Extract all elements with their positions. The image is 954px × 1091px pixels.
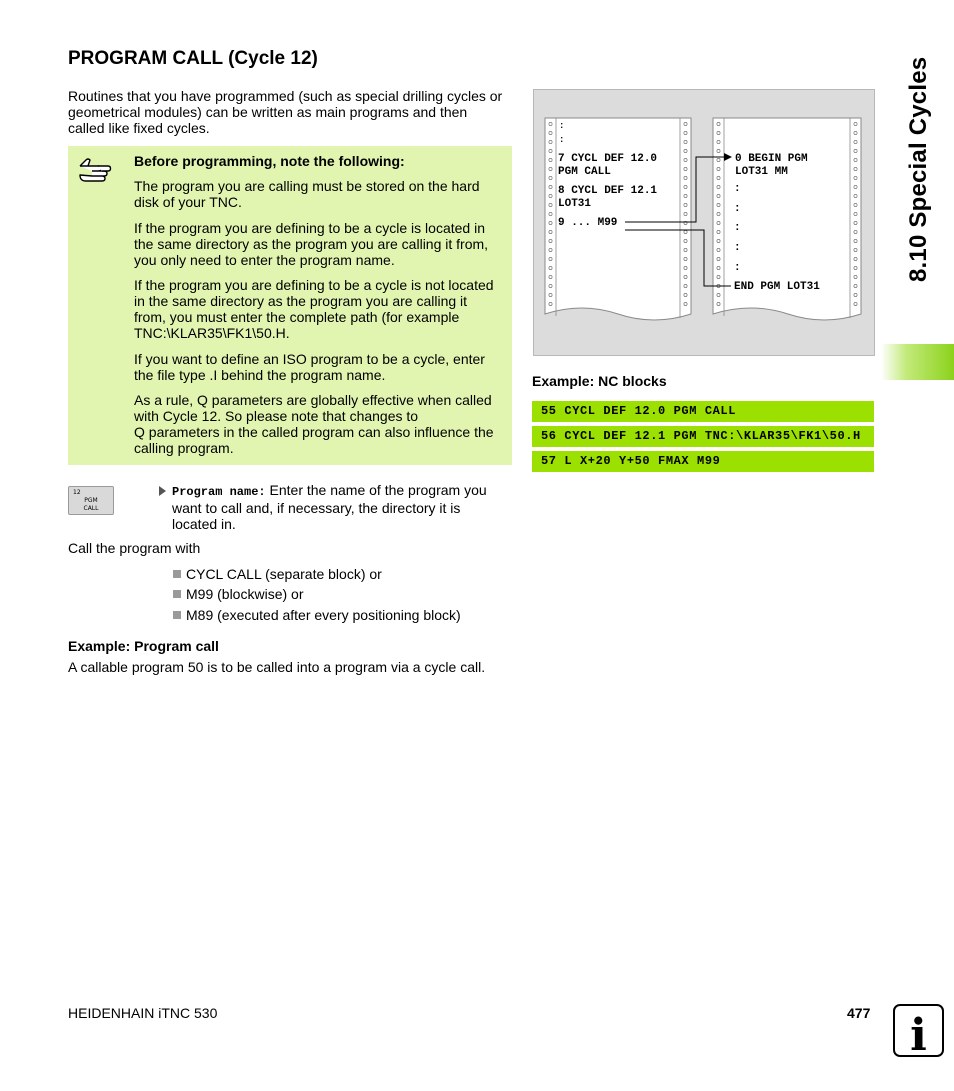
program-sheets-diagram	[534, 90, 876, 357]
perforation-hole	[684, 248, 687, 251]
perforation-hole	[549, 275, 552, 278]
pgm-call-softkey[interactable]	[68, 486, 114, 515]
note-line: If the program you are defining to be a cycle is located in	[134, 220, 485, 236]
perforation-hole	[549, 212, 552, 215]
perforation-hole	[717, 230, 720, 233]
perforation-hole	[717, 275, 720, 278]
program-name-line	[172, 482, 512, 500]
program-name-label: Program name:	[172, 485, 266, 499]
perforation-hole	[549, 140, 552, 143]
perforation-hole	[684, 302, 687, 305]
perforation-hole	[684, 293, 687, 296]
perforation-hole	[549, 176, 552, 179]
note-paragraph	[134, 351, 506, 383]
perforation-hole	[854, 122, 857, 125]
perforation-hole	[549, 302, 552, 305]
perforation-hole	[717, 140, 720, 143]
perforation-hole	[717, 302, 720, 305]
perforation-hole	[549, 194, 552, 197]
perforation-hole	[854, 167, 857, 170]
perforation-hole	[549, 149, 552, 152]
perforation-hole	[549, 239, 552, 242]
program-name-description	[172, 482, 512, 532]
perforation-hole	[717, 149, 720, 152]
perforation-hole	[684, 185, 687, 188]
program-name-text: Enter the name of the program you	[269, 482, 487, 498]
note-line: you only need to enter the program name.	[134, 252, 395, 268]
perforation-hole	[684, 140, 687, 143]
perforation-hole	[549, 266, 552, 269]
nc-block-row	[532, 401, 874, 422]
nc-block-text: 57 L X+20 Y+50 FMAX M99	[541, 454, 721, 468]
program-name-line: located in.	[172, 516, 236, 532]
perforation-hole	[717, 221, 720, 224]
note-line: from, you must enter the complete path (for example	[134, 309, 460, 325]
perforation-hole	[854, 176, 857, 179]
note-title: Before programming, note the following:	[134, 153, 405, 169]
nc-block-row	[532, 426, 874, 447]
chapter-tab	[881, 344, 954, 380]
softkey-number: 12	[73, 489, 81, 496]
perforation-hole	[549, 122, 552, 125]
figure-left-line: LOT31	[558, 198, 592, 210]
intro-line: geometrical modules) can be written as main programs and then	[68, 104, 468, 120]
perforation-hole	[717, 158, 720, 161]
perforation-hole	[684, 176, 687, 179]
perforation-hole	[717, 203, 720, 206]
perforation-hole	[854, 194, 857, 197]
figure-right-line: 0 BEGIN PGM	[735, 153, 808, 165]
perforation-hole	[854, 158, 857, 161]
perforation-hole	[854, 185, 857, 188]
perforation-hole	[684, 194, 687, 197]
nc-block-text: 56 CYCL DEF 12.1 PGM TNC:\KLAR35\FK1\50.H	[541, 429, 861, 443]
note-line: The program you are calling must be stored on the hard	[134, 178, 480, 194]
note-paragraph	[134, 392, 506, 456]
perforation-hole	[717, 194, 720, 197]
program-call-figure	[533, 89, 875, 356]
figure-left-line: PGM CALL	[558, 166, 611, 178]
perforation-hole	[549, 230, 552, 233]
note-line: calling program.	[134, 440, 234, 456]
perforation-hole	[854, 221, 857, 224]
bullet-text: CYCL CALL (separate block) or	[186, 566, 382, 582]
bullet-item	[173, 607, 461, 623]
info-icon	[893, 1004, 944, 1057]
bullet-item	[173, 566, 382, 582]
ellipsis-dot: :	[734, 222, 741, 234]
note-line: in the same directory as the program you are calling it	[134, 293, 468, 309]
perforation-hole	[549, 131, 552, 134]
perforation-hole	[549, 257, 552, 260]
perforation-hole	[684, 266, 687, 269]
softkey-label: CALL	[83, 505, 99, 512]
perforation-hole	[717, 293, 720, 296]
figure-right-line: END PGM LOT31	[734, 281, 820, 293]
perforation-hole	[717, 185, 720, 188]
bullet-text: M89 (executed after every positioning block)	[186, 607, 461, 623]
perforation-hole	[854, 275, 857, 278]
perforation-hole	[684, 203, 687, 206]
perforation-hole	[684, 275, 687, 278]
perforation-hole	[684, 131, 687, 134]
note-line: the same directory as the program you are calling it from,	[134, 236, 489, 252]
note-line: TNC:\KLAR35\FK1\50.H.	[134, 325, 290, 341]
nc-block-row	[532, 451, 874, 472]
note-line: If the program you are defining to be a cycle is not located	[134, 277, 494, 293]
intro-line: called like fixed cycles.	[68, 120, 210, 136]
call-with-text: Call the program with	[68, 540, 201, 556]
note-line: Q parameters in the called program can also influence the	[134, 424, 494, 440]
ellipsis-dot: :	[734, 183, 741, 195]
perforation-hole	[549, 203, 552, 206]
perforation-hole	[854, 203, 857, 206]
intro-line: Routines that you have programmed (such as special drilling cycles or	[68, 88, 503, 104]
note-line: disk of your TNC.	[134, 194, 242, 210]
ellipsis-dot: :	[734, 242, 741, 254]
example-program-call-text: A callable program 50 is to be called into a program via a cycle call.	[68, 659, 486, 675]
perforation-hole	[854, 257, 857, 260]
perforation-hole	[854, 239, 857, 242]
perforation-hole	[854, 284, 857, 287]
perforation-hole	[684, 122, 687, 125]
note-line: If you want to define an ISO program to be a cycle, enter	[134, 351, 485, 367]
perforation-hole	[549, 221, 552, 224]
note-paragraph	[134, 277, 506, 341]
example-program-call-title: Example: Program call	[68, 638, 219, 654]
ellipsis-dot: :	[734, 262, 741, 274]
pointing-hand-icon	[78, 156, 112, 182]
perforation-hole	[854, 149, 857, 152]
perforation-hole	[684, 257, 687, 260]
ellipsis-dot: :	[559, 135, 565, 145]
perforation-hole	[854, 266, 857, 269]
perforation-hole	[854, 140, 857, 143]
figure-left-line: 9 ... M99	[558, 217, 618, 229]
bullet-item	[173, 586, 303, 602]
perforation-hole	[549, 158, 552, 161]
perforation-hole	[717, 176, 720, 179]
nc-example-title: Example: NC blocks	[532, 373, 667, 389]
nc-block-text: 55 CYCL DEF 12.0 PGM CALL	[541, 404, 737, 418]
intro-paragraph	[68, 88, 502, 136]
note-line: with Cycle 12. So please note that changes to	[134, 408, 419, 424]
figure-left-line: 8 CYCL DEF 12.1	[558, 185, 658, 197]
perforation-hole	[717, 131, 720, 134]
square-bullet-icon	[173, 611, 181, 619]
note-line: the file type .I behind the program name.	[134, 367, 386, 383]
triangle-right-icon	[159, 486, 166, 496]
perforation-hole	[684, 158, 687, 161]
note-paragraph	[134, 220, 506, 268]
softkey-label: PGM	[84, 497, 98, 504]
perforation-hole	[854, 302, 857, 305]
perforation-hole	[717, 167, 720, 170]
square-bullet-icon	[173, 590, 181, 598]
bullet-text: M99 (blockwise) or	[186, 586, 304, 602]
perforation-hole	[684, 212, 687, 215]
ellipsis-dot: :	[559, 121, 565, 131]
perforation-hole	[717, 257, 720, 260]
perforation-hole	[684, 149, 687, 152]
perforation-hole	[549, 185, 552, 188]
figure-left-line: 7 CYCL DEF 12.0	[558, 153, 658, 165]
perforation-hole	[717, 266, 720, 269]
section-heading: PROGRAM CALL (Cycle 12)	[68, 48, 318, 69]
perforation-hole	[549, 248, 552, 251]
ellipsis-dot: :	[734, 203, 741, 215]
perforation-hole	[549, 167, 552, 170]
perforation-hole	[854, 230, 857, 233]
note-box	[68, 146, 512, 465]
perforation-hole	[854, 248, 857, 251]
page-number: 477	[847, 1005, 871, 1021]
note-paragraph	[134, 178, 506, 210]
note-line: As a rule, Q parameters are globally effective when called	[134, 392, 492, 408]
perforation-hole	[549, 284, 552, 287]
perforation-hole	[684, 167, 687, 170]
perforation-hole	[717, 122, 720, 125]
perforation-hole	[854, 212, 857, 215]
perforation-hole	[549, 293, 552, 296]
perforation-hole	[717, 248, 720, 251]
square-bullet-icon	[173, 570, 181, 578]
footer-product: HEIDENHAIN iTNC 530	[68, 1005, 218, 1021]
perforation-hole	[684, 230, 687, 233]
chapter-side-title: 8.10 Special Cycles	[905, 56, 932, 282]
program-name-line: want to call and, if necessary, the directory it is	[172, 500, 461, 516]
perforation-hole	[717, 239, 720, 242]
perforation-hole	[717, 212, 720, 215]
perforation-hole	[854, 131, 857, 134]
info-glyph: i	[910, 1010, 927, 1057]
perforation-hole	[684, 239, 687, 242]
figure-right-line: LOT31 MM	[735, 166, 788, 178]
perforation-hole	[854, 293, 857, 296]
perforation-hole	[684, 284, 687, 287]
